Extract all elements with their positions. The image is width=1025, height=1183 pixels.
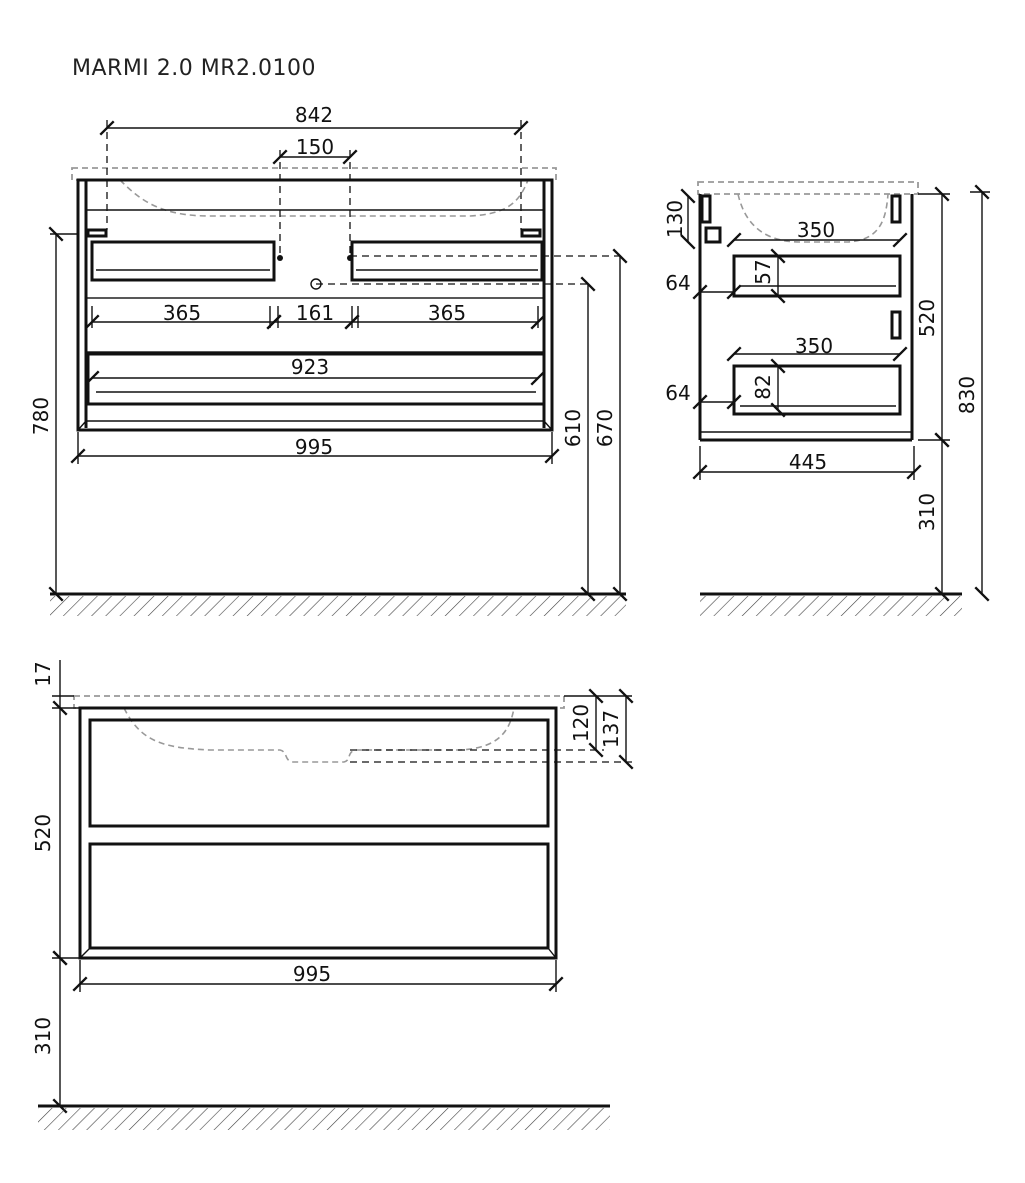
dim-57: 57 (751, 259, 775, 285)
closed-basin-outline (124, 708, 514, 762)
dim-64-upper: 64 (665, 271, 691, 295)
dim-130: 130 (663, 199, 687, 239)
drawing-title: MARMI 2.0 MR2.0100 (72, 56, 317, 81)
front-floor-hatch (50, 596, 626, 616)
front-countertop-outline (72, 168, 556, 180)
side-floor-hatch (700, 596, 962, 616)
dim-161: 161 (295, 301, 335, 325)
closed-cabinet-body (80, 708, 556, 958)
side-handle-bottom (892, 312, 900, 338)
dim-923: 923 (290, 355, 330, 379)
closed-countertop-outline (74, 696, 564, 708)
dim-610: 610 (561, 408, 585, 448)
dim-365-left: 365 (162, 301, 202, 325)
dim-310-closed: 310 (31, 1016, 55, 1056)
dim-137: 137 (599, 709, 623, 749)
side-bracket-small (706, 228, 720, 242)
dim-995-closed: 995 (292, 962, 332, 986)
dim-842: 842 (294, 103, 334, 127)
side-view (663, 182, 990, 616)
dim-995-front: 995 (294, 435, 334, 459)
closed-floor-hatch (38, 1108, 610, 1130)
dim-670: 670 (593, 408, 617, 448)
dim-350-upper: 350 (796, 218, 836, 242)
dim-350-lower: 350 (794, 334, 834, 358)
side-bracket (702, 196, 710, 222)
dim-310-side: 310 (915, 492, 939, 532)
front-bracket-right (522, 230, 540, 236)
closed-upper-drawer (90, 720, 548, 826)
side-countertop-outline (698, 182, 918, 194)
dim-150: 150 (295, 135, 335, 159)
dim-64-lower: 64 (665, 381, 691, 405)
front-bracket-left (88, 230, 106, 236)
dim-830: 830 (955, 375, 979, 415)
dim-445: 445 (788, 450, 828, 474)
dim-520-closed: 520 (31, 813, 55, 853)
dim-82: 82 (751, 374, 775, 400)
dim-520-side: 520 (915, 298, 939, 338)
closed-lower-drawer (90, 844, 548, 948)
side-handle-top (892, 196, 900, 222)
dim-365-right: 365 (427, 301, 467, 325)
dim-780: 780 (29, 396, 53, 436)
dim-17: 17 (31, 661, 55, 687)
front-view (29, 103, 626, 616)
front-siphon-point-left (277, 255, 283, 261)
front-upper-drawer-right (352, 242, 542, 280)
dim-120: 120 (569, 703, 593, 743)
front-upper-drawer-left (92, 242, 274, 280)
closed-front-view (31, 660, 632, 1130)
